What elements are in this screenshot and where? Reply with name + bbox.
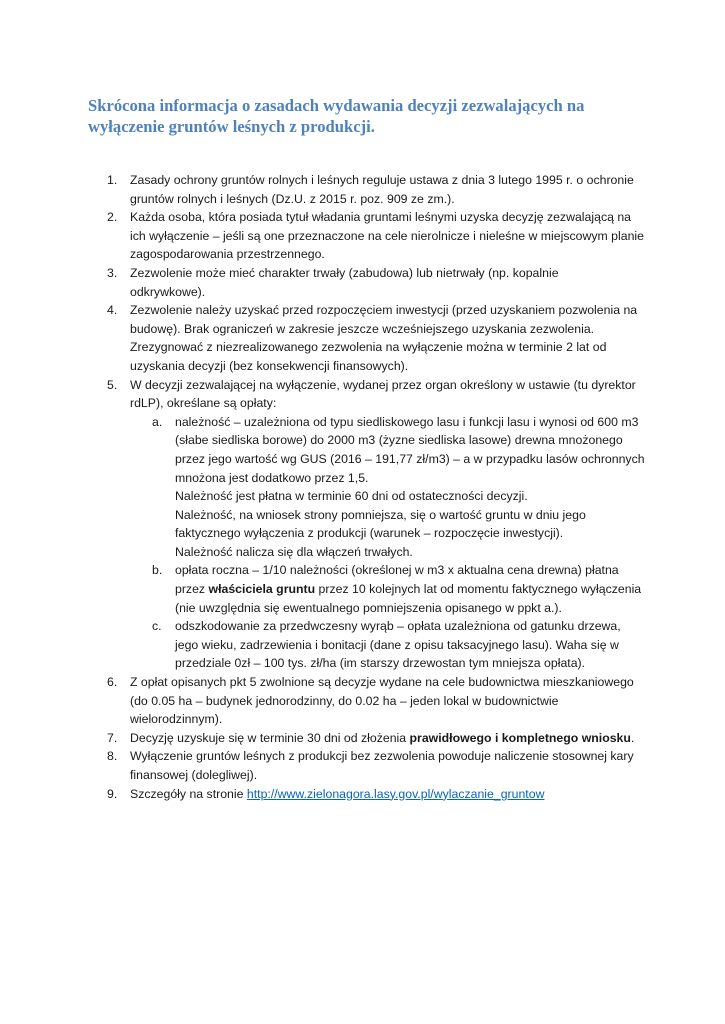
item-text-line: zagospodarowania przestrzennego. [130,247,325,262]
item-text-line: Zasady ochrony gruntów rolnych i leśnych reguluje ustawa z dnia 3 lutego 1995 r. o ochronie [130,173,634,187]
item-text-line: Zezwolenie może mieć charakter trwały (zabudowa) lub nietrwały (np. kopalnie [130,265,559,280]
item-text-line: (do 0.05 ha – budynek jednorodzinny, do 0.02 ha – jeden lokal w budownictwie [130,693,559,708]
sub-item-text-line: Należność jest płatna w terminie 60 dni od ostateczności decyzji. [175,489,528,504]
item-number: 8. [107,749,118,764]
text-run: przez 10 kolejnych lat od momentu faktycznego wyłączenia [315,582,642,597]
numbered-list [0,171,725,803]
sub-item-text-line: opłata roczna – 1/10 należności (określonej w m3 x aktualna cena drewna) płatna [175,563,619,578]
list-item-2 [0,208,725,264]
sub-item-text-line: przez jego wartość wg GUS (2016 – 191,77 zł/m3) – a w przypadku lasów ochronnych [175,451,645,466]
sub-item-text-line: jego wieku, zadrzewienia i bonitacji (dane z opisu taksacyjnego lasu). Waha się w [175,637,619,652]
sub-item-text-line: (nie uwzględnia się ewentualnego pomniejszenia opisanego w ppkt a.). [175,600,562,615]
item-number: 9. [107,786,118,801]
sub-item-text-line: należność – uzależniona od typu siedliskowego lasu i funkcji lasu i wynosi od 600 m3 [175,414,639,429]
list-item-5 [0,376,725,674]
item-number: 6. [107,675,118,690]
item-text-line: rdLP), określane są opłaty: [130,396,277,411]
item-text-line: finansowej (dolegliwej). [130,768,258,782]
text-run: . [630,730,635,745]
sub-item-text-line: Należność, na wniosek strony pomniejsza, się o wartość gruntu w dniu jego [175,507,586,522]
list-item-6 [0,673,725,729]
item-text-line: Z opłat opisanych pkt 5 zwolnione są decyzje wydane na cele budownictwa mieszkaniowego [130,675,634,690]
item-text-line: W decyzji zezwalającej na wyłączenie, wydanej przez organ określony w ustawie (tu dyrektor [130,377,636,392]
text-run: przez [175,582,209,597]
sub-item-letter: b. [152,563,163,578]
sub-item-text-line: (słabe siedliska borowe) do 2000 m3 (żyzne siedliska lasowe) drewna mnożonego [175,433,623,448]
item-text-line: Każda osoba, która posiada tytuł władania gruntami leśnymi uzyska decyzję zezwalającą na [130,210,632,225]
sub-item-text-line: Należność nalicza się dla włączeń trwałych. [175,544,413,559]
sub-item-text-line: mnożona jest dodatkowo przez 1,5. [175,470,369,485]
list-item-8 [0,747,725,784]
sub-item-letter: c. [152,619,162,634]
item-number: 1. [107,173,118,187]
sub-item-text-line: faktycznego wyłączenia z produkcji (warunek – rozpoczęcie inwestycji). [175,526,564,541]
item-text-line: Zezwolenie należy uzyskać przed rozpoczęciem inwestycji (przed uzyskaniem pozwolenia na [130,303,638,318]
document-title [88,95,648,137]
sub-item-text-line [0,580,725,599]
bold-text-owner: właściciela gruntu [208,582,316,597]
sub-item-text-line: odszkodowanie za przedwczesny wyrąb – opłata uzależniona od gatunku drzewa, [175,619,621,634]
sub-item-c [0,617,725,673]
item-number: 2. [107,210,118,225]
title-line-1: Skrócona informacja o zasadach wydawania decyzji zezwalających na [88,96,585,115]
item-text-line: Wyłączenie gruntów leśnych z produkcji bez zezwolenia powoduje naliczenie stosownej kary [130,749,634,764]
text-run: Szczegóły na stronie [130,786,247,801]
item-text-line: uzyskania decyzji (bez konsekwencji finansowych). [130,358,409,373]
list-item-7 [0,729,725,748]
list-item-9 [0,785,725,804]
details-link[interactable]: http://www.zielonagora.lasy.gov.pl/wylaczanie_gruntow [246,786,545,801]
item-number: 5. [107,377,118,392]
bold-text-application: prawidłowego i kompletnego wniosku [409,730,631,745]
sub-item-b [0,561,725,617]
text-run: Decyzję uzyskuje się w terminie 30 dni od złożenia [130,730,410,745]
list-item-1 [0,171,725,208]
sub-item-text-line: przedziale 0zł – 100 tys. zł/ha (im starszy drzewostan tym mniejsza opłata). [175,656,586,671]
item-number: 3. [107,265,118,280]
sub-item-a [0,413,725,562]
list-item-3 [0,264,725,301]
item-text-line: budowę). Brak ograniczeń w zakresie jeszcze wcześniejszego uzyskania zezwolenia. [130,321,595,336]
title-line-2: wyłączenie gruntów leśnych z produkcji. [88,117,375,136]
sub-item-letter: a. [152,414,163,429]
list-item-4 [0,301,725,375]
item-text-line: wielorodzinnym). [130,712,223,727]
item-text-line: ich wyłączenie – jeśli są one przeznaczone na cele nierolnicze i nieleśne w miejscowym planie [130,228,644,243]
item-text-line: odkrywkowe). [130,284,206,299]
item-number: 7. [107,730,118,745]
item-text-line: Zrezygnować z niezrealizowanego zezwolenia na wyłączenie można w terminie 2 lat od [130,340,607,355]
item-text-line: gruntów rolnych i leśnych (Dz.U. z 2015 r. poz. 909 ze zm.). [130,191,455,206]
item-number: 4. [107,303,118,318]
